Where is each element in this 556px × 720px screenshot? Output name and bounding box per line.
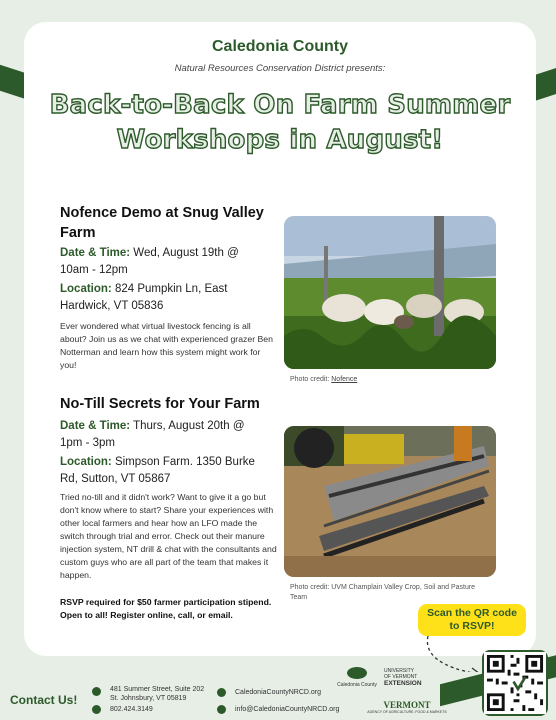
uvm-extension-logo — [384, 668, 428, 687]
caledonia-logo-icon — [346, 666, 368, 680]
event1-datetime — [60, 245, 260, 279]
globe-icon — [217, 688, 226, 697]
headline-line-1: Back-to-Back On Farm Summer — [49, 90, 511, 120]
event1-datetime-value: Wed, August 19th @ 10am - 12pm — [60, 247, 239, 276]
vermont-logo-text: VERMONT — [383, 700, 431, 710]
event2-location-label: Location: — [60, 456, 112, 468]
address — [110, 685, 204, 703]
uvm-logo-line3: EXTENSION — [384, 680, 422, 687]
event1-credit-prefix: Photo credit: — [290, 376, 332, 383]
vermont-agency-logo — [364, 700, 450, 714]
qr-code-icon — [484, 652, 546, 714]
location-pin-icon — [92, 687, 101, 696]
email-link[interactable]: info@CaledoniaCountyNRCD.org — [235, 706, 340, 713]
event2-rsvp-note — [60, 596, 278, 622]
website-link[interactable]: CaledoniaCountyNRCD.org — [235, 689, 321, 696]
event1-photo-livestock — [284, 216, 496, 369]
address-line2: St. Johnsbury, VT 05819 — [110, 695, 187, 702]
rsvp-qr-code[interactable] — [482, 650, 548, 716]
qr-callout-line2: to RSVP! — [449, 620, 495, 632]
event1-location-label: Location: — [60, 283, 112, 295]
presenter-subtitle: Natural Resources Conservation District presents: — [174, 63, 386, 74]
event2-title: No-Till Secrets for Your Farm — [60, 396, 260, 412]
organization-name: Caledonia County — [211, 38, 348, 55]
flyer-card — [24, 22, 536, 656]
headline — [24, 88, 536, 158]
event1-location — [60, 281, 260, 315]
qr-callout-line1: Scan the QR code — [427, 607, 517, 619]
event2-description: Tried no-till and it didn't work? Want to give it a go but don't know where to start? Share your experiences with other local farmers and hear how an LFO made the switch through trial and error. Check out their manure injection system, NT drill & chat with the consultants and custom guys who are all part of the team that makes it happen. — [60, 492, 277, 580]
qr-callout — [418, 604, 526, 636]
caledonia-logo — [336, 666, 378, 688]
headline-line-2: Workshops in August! — [116, 125, 444, 155]
event1-title: Nofence Demo at Snug Valley Farm — [60, 205, 264, 241]
event2-datetime-label: Date & Time: — [60, 420, 131, 432]
nofence-credit-link[interactable]: Nofence — [331, 376, 358, 383]
event2-location — [60, 454, 260, 488]
event1-location-value: 824 Pumpkin Ln, East Hardwick, VT 05836 — [60, 283, 228, 312]
event2-location-value: Simpson Farm. 1350 Burke Rd, Sutton, VT 05867 — [60, 456, 255, 485]
event2-rsvp-text: RSVP required for $50 farmer participation stipend. Open to all! Register online, call, or email. — [60, 597, 272, 620]
uvm-logo-line1: UNIVERSITY — [384, 668, 415, 674]
contact-label: Contact Us! — [10, 693, 78, 707]
phone-number[interactable]: 802.424.3149 — [110, 706, 153, 713]
email-icon — [217, 705, 226, 714]
event1-datetime-label: Date & Time: — [60, 247, 131, 259]
caledonia-logo-text: Caledonia County — [337, 682, 377, 688]
uvm-logo-line2: OF VERMONT — [384, 674, 418, 680]
event2-photo-notill-drill — [284, 426, 496, 577]
address-line1: 481 Summer Street, Suite 202 — [110, 686, 205, 693]
event1-description: Ever wondered what virtual livestock fencing is all about? Join us as we chat with experienced grazer Ben Notterman and learn how this system might work for you! — [60, 321, 273, 370]
vermont-logo-sub: AGENCY OF AGRICULTURE, FOOD & MARKETS — [367, 710, 447, 714]
event2-datetime — [60, 418, 260, 452]
event1-photo-credit — [290, 375, 357, 385]
phone-icon — [92, 705, 101, 714]
event2-photo-credit: Photo credit: UVM Champlain Valley Crop, Soil and Pasture Team — [290, 584, 476, 601]
event2-datetime-value: Thurs, August 20th @ 1pm - 3pm — [60, 420, 245, 449]
